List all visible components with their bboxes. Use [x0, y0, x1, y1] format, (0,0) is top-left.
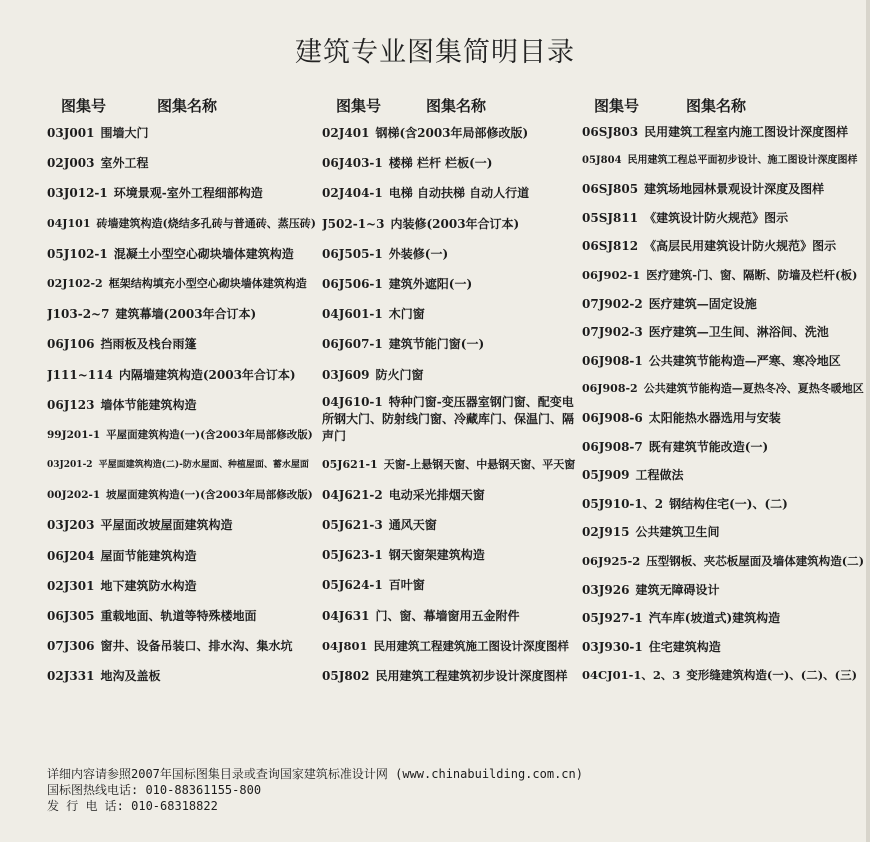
- catalog-item: [47, 420, 317, 450]
- atlas-name: 钢结构住宅(一)、(二): [669, 496, 788, 511]
- atlas-name: 公共建筑卫生间: [635, 525, 720, 540]
- catalog-list: [322, 118, 577, 691]
- catalog-list: [47, 118, 317, 692]
- catalog-item: [47, 329, 317, 359]
- atlas-name: 公共建筑节能构造—夏热冬冷、夏热冬暖地区: [643, 382, 864, 396]
- atlas-code: 06J902-1: [582, 267, 641, 282]
- atlas-name: 平屋面建筑构造(一)(含2003年局部修改版): [106, 428, 313, 441]
- atlas-code: 06J908-7: [582, 439, 643, 454]
- atlas-name: 坡屋面建筑构造(一)(含2003年局部修改版): [106, 489, 313, 502]
- catalog-item: [47, 480, 317, 510]
- atlas-code: J103-2~7: [47, 307, 110, 322]
- atlas-code: 02J401: [322, 126, 370, 140]
- atlas-code: 06SJ803: [582, 125, 639, 139]
- catalog-item: [322, 269, 577, 299]
- atlas-name: 门、窗、幕墙窗用五金附件: [375, 608, 520, 623]
- atlas-name: 压型钢板、夹芯板屋面及墙体建筑构造(二): [646, 553, 865, 568]
- atlas-code: 00J202-1: [47, 489, 101, 502]
- atlas-name: 汽车库(坡道式)建筑构造: [648, 611, 781, 626]
- footer-distribution-phone: 发 行 电 话: 010-68318822: [47, 799, 218, 813]
- footer-hotline: 国标图热线电话: 010-88361155-800: [47, 783, 262, 797]
- catalog-item: [582, 633, 867, 662]
- catalog-list: [582, 118, 867, 690]
- header-name: 图集名称: [686, 97, 747, 115]
- catalog-item: [582, 347, 867, 376]
- catalog-item: [322, 118, 577, 148]
- atlas-name: 特种门窗-变压器室钢门窗、配变电所钢大门、防射线门窗、冷藏库门、保温门、隔声门: [322, 394, 575, 443]
- catalog-item: [322, 661, 577, 691]
- catalog-item: [47, 118, 317, 148]
- catalog-item: [322, 299, 577, 329]
- atlas-name: 民用建筑工程建筑初步设计深度图样: [375, 669, 568, 683]
- atlas-code: 04J610-1: [322, 394, 383, 409]
- atlas-code: 02J915: [582, 525, 630, 540]
- catalog-item: [582, 404, 867, 433]
- catalog-item: [322, 631, 577, 661]
- column-header: [47, 94, 317, 118]
- atlas-code: 04J101: [47, 216, 91, 230]
- atlas-code: 05J802: [322, 669, 370, 683]
- atlas-name: 屋面节能建筑构造: [100, 548, 197, 563]
- catalog-item: [322, 360, 577, 390]
- catalog-item: [582, 433, 867, 462]
- atlas-code: 06J925-2: [582, 553, 641, 568]
- atlas-code: 05J804: [582, 154, 622, 166]
- catalog-item: [322, 570, 577, 600]
- atlas-name: 太阳能热水器选用与安装: [648, 410, 781, 425]
- atlas-code: 05SJ811: [582, 210, 639, 225]
- atlas-name: 医疗建筑—卫生间、淋浴间、洗池: [648, 325, 829, 340]
- atlas-code: 04J801: [322, 638, 368, 653]
- catalog-item: [47, 450, 317, 480]
- atlas-name: 钢梯(含2003年局部修改版): [375, 126, 529, 140]
- header-code: 图集号: [594, 97, 640, 115]
- atlas-code: 05J623-1: [322, 548, 383, 563]
- atlas-name: 环境景观-室外工程细部构造: [113, 186, 263, 201]
- catalog-item: [582, 204, 867, 233]
- catalog-item: [582, 261, 867, 290]
- atlas-name: 外装修(一): [388, 246, 449, 261]
- atlas-code: 03J609: [322, 367, 370, 382]
- catalog-column-2: [322, 94, 577, 691]
- atlas-code: 06J123: [47, 397, 95, 412]
- atlas-name: 围墙大门: [100, 126, 149, 140]
- atlas-name: 天窗-上悬钢天窗、中悬钢天窗、平天窗: [383, 457, 576, 471]
- header-code: 图集号: [61, 97, 107, 115]
- atlas-name: 混凝土小型空心砌块墙体建筑构造: [113, 246, 294, 261]
- catalog-item: [47, 510, 317, 540]
- atlas-name: 建筑外遮阳(一): [388, 276, 473, 291]
- atlas-name: 窗井、设备吊装口、排水沟、集水坑: [100, 639, 293, 654]
- atlas-code: 06J607-1: [322, 337, 383, 352]
- atlas-name: 框架结构填充小型空心砌块墙体建筑构造: [108, 276, 307, 290]
- atlas-code: 06SJ812: [582, 239, 639, 254]
- atlas-code: 07J902-2: [582, 296, 643, 311]
- atlas-code: 05J927-1: [582, 611, 643, 626]
- atlas-code: 07J306: [47, 639, 95, 654]
- atlas-code: 06J505-1: [322, 246, 383, 261]
- catalog-item: [47, 239, 317, 269]
- atlas-name: 既有建筑节能改造(一): [648, 439, 769, 454]
- atlas-name: 墙体节能建筑构造: [100, 397, 197, 412]
- atlas-name: 木门窗: [388, 307, 425, 322]
- atlas-code: 06J204: [47, 548, 95, 563]
- atlas-name: 建筑无障碍设计: [635, 582, 720, 597]
- atlas-name: 工程做法: [635, 468, 684, 483]
- catalog-item: [47, 661, 317, 691]
- header-code: 图集号: [336, 97, 382, 115]
- catalog-item: [47, 541, 317, 571]
- atlas-name: 地沟及盖板: [100, 669, 161, 684]
- catalog-item: [582, 290, 867, 319]
- atlas-name: 变形缝建筑构造(一)、(二)、(三): [686, 668, 858, 683]
- catalog-item: [47, 148, 317, 178]
- atlas-code: 06J506-1: [322, 276, 383, 291]
- column-header: [322, 94, 577, 118]
- page-title: 建筑专业图集简明目录: [295, 37, 575, 68]
- atlas-code: 06J908-2: [582, 382, 638, 396]
- atlas-code: 06J106: [47, 337, 95, 352]
- catalog-item: [582, 118, 867, 147]
- catalog-item: [322, 450, 577, 480]
- catalog-item: [322, 510, 577, 540]
- catalog-column-1: [47, 94, 317, 692]
- atlas-code: 07J902-3: [582, 325, 643, 340]
- atlas-code: 05J102-1: [47, 246, 108, 261]
- catalog-item: [47, 571, 317, 601]
- atlas-code: 02J003: [47, 156, 95, 171]
- atlas-name: 室外工程: [100, 156, 149, 171]
- catalog-item: [582, 547, 867, 576]
- catalog-item: [322, 148, 577, 178]
- atlas-name: 住宅建筑构造: [648, 639, 721, 654]
- atlas-name: 电梯 自动扶梯 自动人行道: [388, 186, 530, 201]
- atlas-name: 民用建筑工程室内施工图设计深度图样: [644, 125, 849, 139]
- atlas-code: 06SJ805: [582, 182, 639, 197]
- atlas-code: 02J102-2: [47, 276, 103, 290]
- atlas-name: 建筑节能门窗(一): [388, 337, 485, 352]
- catalog-item: [582, 375, 867, 404]
- catalog-item: [47, 601, 317, 631]
- atlas-name: 电动采光排烟天窗: [388, 487, 485, 502]
- atlas-name: 百叶窗: [388, 578, 425, 593]
- catalog-item: [582, 232, 867, 261]
- atlas-code: 03J012-1: [47, 186, 108, 201]
- atlas-code: 06J908-1: [582, 353, 643, 368]
- atlas-code: 06J908-6: [582, 410, 643, 425]
- atlas-code: 02J331: [47, 669, 95, 684]
- catalog-column-3: [582, 94, 867, 690]
- catalog-item: [582, 490, 867, 519]
- catalog-item: [322, 540, 577, 570]
- atlas-code: 04J601-1: [322, 307, 383, 322]
- atlas-name: 平屋面建筑构造(二)-防水屋面、种植屋面、蓄水屋面: [98, 460, 309, 471]
- catalog-item: [582, 147, 867, 176]
- atlas-code: 04J621-2: [322, 487, 383, 502]
- atlas-code: 03J201-2: [47, 460, 93, 471]
- catalog-item: [322, 329, 577, 359]
- atlas-code: 03J926: [582, 582, 630, 597]
- atlas-name: 建筑幕墙(2003年合订本): [115, 307, 257, 322]
- catalog-item: [582, 604, 867, 633]
- atlas-code: 05J909: [582, 468, 630, 483]
- catalog-item: [47, 178, 317, 208]
- atlas-name: 地下建筑防水构造: [100, 578, 197, 593]
- atlas-code: 05J621-3: [322, 518, 383, 533]
- catalog-item: [322, 209, 577, 239]
- atlas-code: 05J624-1: [322, 578, 383, 593]
- atlas-name: 内隔墙建筑构造(2003年合订本): [118, 367, 296, 382]
- catalog-item: [47, 360, 317, 390]
- catalog-item: [582, 318, 867, 347]
- atlas-code: 05J910-1、2: [582, 496, 664, 511]
- atlas-name: 重载地面、轨道等特殊楼地面: [100, 609, 257, 623]
- header-name: 图集名称: [426, 97, 487, 115]
- atlas-code: J502-1~3: [322, 216, 385, 231]
- footer-reference: 详细内容请参照2007年国标图集目录或查询国家建筑标准设计网 (www.chinabuilding.com.cn): [47, 767, 583, 781]
- catalog-item: [582, 461, 867, 490]
- atlas-name: 平屋面改坡屋面建筑构造: [100, 518, 233, 533]
- atlas-name: 内装修(2003年合订本): [390, 216, 520, 231]
- atlas-code: 05J621-1: [322, 457, 378, 471]
- atlas-name: 砖墙建筑构造(烧结多孔砖与普通砖、蒸压砖): [96, 216, 316, 230]
- atlas-name: 公共建筑节能构造—严寒、寒冷地区: [648, 353, 841, 368]
- atlas-name: 医疗建筑-门、窗、隔断、防墙及栏杆(板): [646, 267, 858, 282]
- atlas-name: 《高层民用建筑设计防火规范》图示: [644, 239, 837, 254]
- column-header: [582, 94, 867, 118]
- atlas-name: 防火门窗: [375, 367, 424, 382]
- atlas-name: 钢天窗架建筑构造: [388, 548, 485, 563]
- atlas-name: 《建筑设计防火规范》图示: [644, 210, 789, 225]
- catalog-item: [582, 576, 867, 605]
- catalog-item: [322, 178, 577, 208]
- atlas-code: 04CJ01-1、2、3: [582, 668, 681, 683]
- catalog-item: [47, 209, 317, 239]
- atlas-code: 02J404-1: [322, 186, 383, 201]
- atlas-code: 06J305: [47, 609, 95, 623]
- atlas-code: 04J631: [322, 608, 370, 623]
- atlas-code: 99J201-1: [47, 428, 101, 441]
- atlas-code: 06J403-1: [322, 156, 383, 171]
- catalog-item: [47, 390, 317, 420]
- page-edge: [866, 0, 870, 842]
- atlas-name: 民用建筑工程建筑施工图设计深度图样: [373, 638, 569, 653]
- catalog-item: [322, 239, 577, 269]
- catalog-item: [47, 631, 317, 661]
- catalog-item: [582, 518, 867, 547]
- atlas-name: 楼梯 栏杆 栏板(一): [388, 156, 493, 171]
- catalog-item: [47, 269, 317, 299]
- catalog-item: [322, 390, 577, 450]
- atlas-name: 通风天窗: [388, 518, 437, 533]
- atlas-name: 建筑场地园林景观设计深度及图样: [644, 182, 825, 197]
- atlas-name: 挡雨板及栈台雨篷: [100, 337, 197, 352]
- atlas-code: 03J203: [47, 518, 95, 533]
- atlas-code: 02J301: [47, 578, 95, 593]
- catalog-item: [322, 480, 577, 510]
- atlas-name: 医疗建筑—固定设施: [648, 296, 757, 311]
- catalog-item: [322, 601, 577, 631]
- footer-info: [47, 766, 583, 814]
- atlas-name: 民用建筑工程总平面初步设计、施工图设计深度图样: [627, 154, 858, 166]
- catalog-item: [582, 661, 867, 690]
- atlas-code: 03J930-1: [582, 639, 643, 654]
- catalog-item: [582, 175, 867, 204]
- catalog-item: [47, 299, 317, 329]
- header-name: 图集名称: [157, 97, 218, 115]
- atlas-code: 03J001: [47, 126, 95, 140]
- atlas-code: J111~114: [47, 367, 113, 382]
